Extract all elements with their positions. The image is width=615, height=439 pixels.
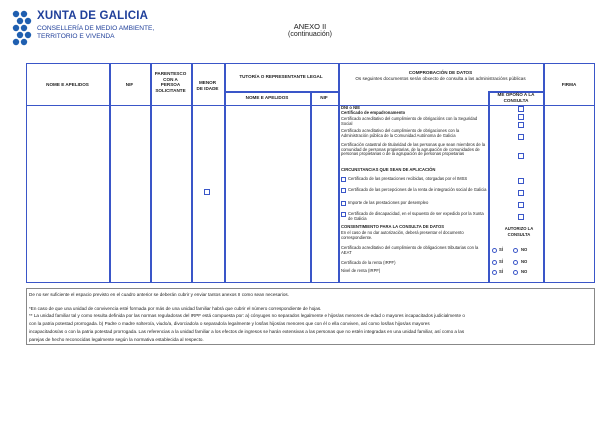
oppose-checkbox-5[interactable] [518,153,524,159]
xunta-logo-icon [10,8,34,48]
oppose-checkbox-4[interactable] [518,134,524,140]
circumstances-title: CIRCUNSTANCIAS QUE SEAN DE APLICACIÓN [341,167,436,172]
annex-title: ANEXO II [293,22,327,31]
consent-1-no-label: NO [521,247,528,252]
col-minor-header: MENOR DE IDADE [196,80,219,91]
annex-subtitle: (continuación) [288,31,332,38]
minor-checkbox[interactable] [204,189,210,195]
doc-item-5: Certificación catastral de titularidad de las personas que sean miembros de la comunidad de personas propietarias, de la agrupación de comunidades de personas propietarias o de la agrupación de personas propietarias [341,142,486,157]
circ-checkbox-1[interactable] [341,177,346,182]
circ-item-4: Certificado de discapacidad, en el supuesto de ser expedido por la Xunta de Galicia [348,211,484,221]
note-line6: parejas de hecho reconocidas legalmente según la normativa establecida al respecto. [29,337,204,342]
org-name: XUNTA DE GALICIA [37,10,149,22]
dept-line2: TERRITORIO E VIVENDA [37,33,115,40]
col-guardian-header: TUTOR/A O REPRESENTANTE LEGAL [239,74,323,79]
authorize-label: AUTORIZO LA CONSULTA [504,226,534,237]
consent-3-yes-label: SÍ [499,269,503,274]
consent-1-no-radio[interactable] [513,248,518,253]
circ-item-2: Certificado de las percepciones de la renta de integración social de Galicia [348,187,487,192]
note-line2: *En caso de que una unidad de convivencia esté formada por más de una unidad familiar habrá que cubrir el número correspondiente de hojas. [29,306,322,311]
consent-1-yes-radio[interactable] [492,248,497,253]
dept-line1: CONSELLERÍA DE MEDIO AMBIENTE, [37,25,155,32]
note-line3: ** La unidad familiar tal y como resulta definida por las normas reguladoras del IRPF está compuesta por: a) cónyuges no separados legalmente e hijos/as menores de edad o mayores incapacitados judicialmente o [29,313,465,318]
oppose-checkbox-7[interactable] [518,190,524,196]
consent-1-yes-label: SÍ [499,247,503,252]
circ-item-3: Importe de las prestaciones por desempleo [348,200,429,205]
consent-3-no-radio[interactable] [513,270,518,275]
consent-item-1: Certificado acreditativo del cumplimiento de obligaciones tributarias con la AEAT [341,245,479,255]
doc-item-3: Certificado acreditativo del cumplimiento de obrigacións con la Seguridad Social [341,116,478,126]
consent-item-3: Nivel de renta (IRPF) [341,268,381,273]
doc-item-2: Certificado de empadronamento [341,110,406,115]
note-line5: incapacitados/as o con la patria potestad prorrogada. Las referencias a la unidad familiar a los efectos de ingresos se harán extensivas a las personas que no estén integradas en una unidad familiar, así como a las [29,329,465,334]
col-guardian-nif-header: NIF [320,95,328,100]
consent-text: En el caso de no dar autorización, deberá presentar el documento correspondiente. [341,230,464,240]
col-check-title: COMPROBACIÓN DE DATOS [408,70,473,75]
oppose-checkbox-1[interactable] [518,106,524,112]
col-oppose-header: ME OPOÑO A LA CONSULTA [497,92,535,103]
doc-item-1: DNI o NIE [341,105,361,110]
col-name-header: NOME E APELIDOS [46,82,89,87]
oppose-checkbox-2[interactable] [518,114,524,120]
col-check-sub: Os seguintes documentos serán obxecto de consulta a las administracións públicas [355,76,526,81]
consent-item-2: Certificado de la renta (IRPF) [341,260,396,265]
consent-2-no-radio[interactable] [513,260,518,265]
consent-2-no-label: NO [521,259,528,264]
col-guardian-name-header: NOME E APELIDOS [245,95,289,100]
oppose-checkbox-8[interactable] [518,202,524,208]
oppose-checkbox-6[interactable] [518,178,524,184]
note-line1: De no ser suficiente el espacio previsto en el cuadro anterior se deberán cubrir y enviar tantos anexos II como sean necesarios. [29,292,289,297]
circ-checkbox-3[interactable] [341,201,346,206]
circ-checkbox-2[interactable] [341,188,346,193]
consent-3-no-label: NO [521,269,528,274]
consent-2-yes-radio[interactable] [492,260,497,265]
note-line4: con la patria potestad prorrogada. b) Padre o madre soltero/a, viudo/a, divorciado/a o separado/a legalmente y los/las hijos/as menores que con él o ella conviven, así como los/las hijos/as mayores [29,321,430,326]
consent-title: CONSENTIMIENTO PARA LA CONSULTA DE DATOS [341,224,445,229]
circ-item-1: Certificado de las prestaciones recibidas, otorgadas por el IMSS [348,176,468,181]
col-sign-header: FIRMA [561,82,577,87]
col-nif-header: NIF [125,82,134,87]
consent-2-yes-label: SÍ [499,259,503,264]
oppose-checkbox-9[interactable] [518,214,524,220]
col-relation-header: PARENTESCO CON A PERSOA SOLICITANTE [154,71,187,93]
circ-checkbox-4[interactable] [341,212,346,217]
oppose-checkbox-3[interactable] [518,122,524,128]
doc-item-4: Certificado acreditativo del cumplimiento de obrigaciones con la Administración pública de la Comunidad Autónoma de Galicia [341,128,460,138]
consent-3-yes-radio[interactable] [492,270,497,275]
